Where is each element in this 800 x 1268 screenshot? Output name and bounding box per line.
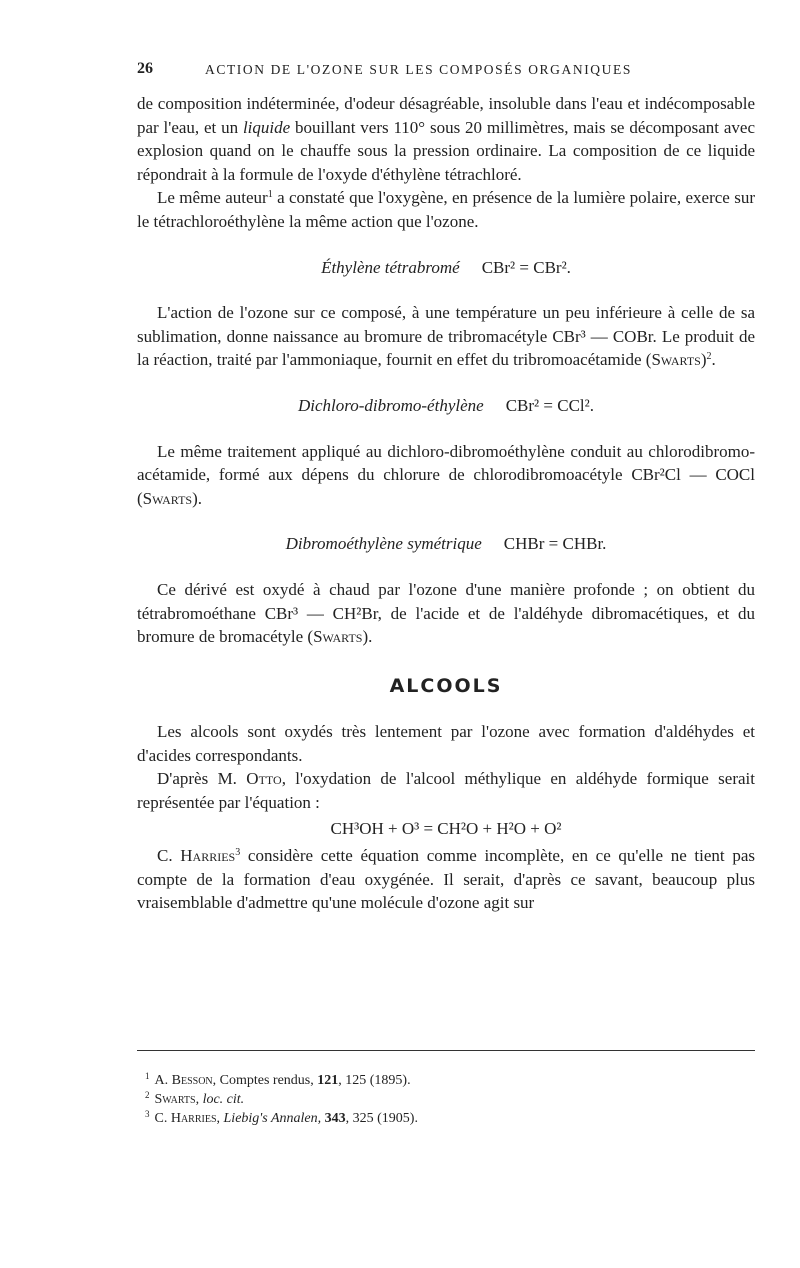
- footnote-ref-3: 3: [235, 847, 241, 859]
- paragraph-5: Ce dérivé est oxydé à chaud par l'ozone d'une manière profonde ; on obtient du tétrabromoéthane CBr³ — CH²Br, de l'acide et de l'aldéhyde dibromacétiques, et du bromure de bromacétyle (Swarts).: [137, 579, 755, 647]
- footnote-1: $^1$ A. Besson, Comptes rendus, 121, 125 (1895).: [145, 1071, 411, 1088]
- page-number: 26: [137, 60, 153, 77]
- paragraph-1: de composition indéterminée, d'odeur désagréable, insoluble dans l'eau et indécomposable par l'eau, et un liquide bouillant vers 110° sous 20 millimètres, mais se décomposant avec explosion quand on le chauffe sous la pression ordinaire. La composition de ce liquide répondrait à la formule de l'oxyde d'éthylène tétrachloré.: [137, 94, 755, 184]
- section-heading: ALCOOLS: [389, 674, 503, 697]
- running-title: ACTION DE L'OZONE SUR LES COMPOSÉS ORGANIQUES: [205, 62, 632, 77]
- footnote-3: $^3$ C. Harries, Liebig's Annalen, 343, 325 (1905).: [145, 1109, 418, 1126]
- paragraph-3: L'action de l'ozone sur ce composé, à une température un peu inférieure à celle de sa sublimation, donne naissance au bromure de tribromacétyle CBr³ — COBr. Le produit de la réaction, traité par l'ammoniaque, fournit en effet du tribromoacétamide (Swarts)$^2$.: [137, 303, 755, 370]
- compound-heading-2: Dichloro-dibromo-éthylène CBr² = CCl².: [298, 395, 594, 415]
- paragraph-4: Le même traitement appliqué au dichloro-dibromoéthylène conduit au chlorodibromo-acétamide, formé aux dépens du chlorure de chlorodibromoacétyle CBr²Cl — COCl (Swarts).: [137, 441, 755, 508]
- paragraph-7: D'après M. Otto, l'oxydation de l'alcool méthylique en aldéhyde formique serait représentée par l'équation :: [137, 769, 755, 813]
- footnote-ref-1: 1: [267, 189, 273, 201]
- body-text: [137, 92, 755, 915]
- paragraph-2: Le même auteur$^1$ a constaté que l'oxygène, en présence de la lumière polaire, exerce sur le tétrachloroéthylène la même action que l'ozone.: [137, 188, 755, 231]
- footnotes: [137, 1072, 755, 1129]
- footnote-rule: [137, 1050, 755, 1051]
- footnote-ref-2: 2: [706, 351, 712, 363]
- footnote-2: $^2$ Swarts, loc. cit.: [145, 1090, 245, 1107]
- paragraph-6: Les alcools sont oxydés très lentement par l'ozone avec formation d'aldéhydes et d'acides correspondants.: [137, 722, 755, 765]
- compound-heading-1: Éthylène tétrabromé CBr² = CBr².: [321, 257, 571, 277]
- running-header: [137, 60, 755, 84]
- paragraph-8: C. Harries$^3$ considère cette équation comme incomplète, en ce qu'elle ne tient pas compte de la formation d'eau oxygénée. Il serait, d'après ce savant, beaucoup plus vraisemblable d'admettre qu'une molécule d'ozone agit sur: [137, 846, 755, 913]
- compound-heading-3: Dibromoéthylène symétrique CHBr = CHBr.: [285, 534, 607, 554]
- equation: CH³OH + O³ = CH²O + H²O + O²: [330, 818, 562, 838]
